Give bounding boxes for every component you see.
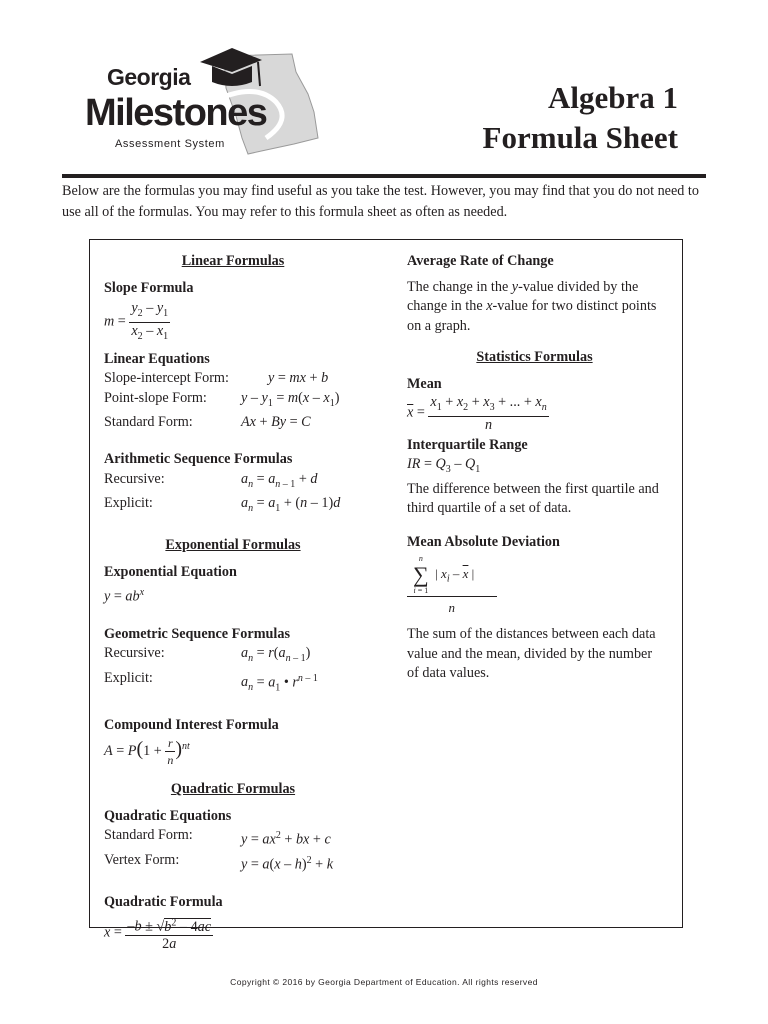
copyright-footer: Copyright © 2016 by Georgia Department of Education. All rights reserved <box>230 977 538 987</box>
point-slope-label: Point-slope Form: <box>104 389 207 406</box>
title-line-2: Formula Sheet <box>482 120 678 155</box>
avg-text-part-3: -value for two distinct points on a graph. <box>407 298 657 334</box>
geo-recursive-row: Recursive: $a_n = r(a_{n - 1})$ <box>104 644 362 668</box>
quadratic-section-heading: Quadratic Formulas <box>170 781 296 798</box>
right-column <box>407 252 662 684</box>
page-title <box>483 78 678 158</box>
geo-heading: Geometric Sequence Formulas <box>104 625 290 642</box>
avg-rate-heading: Average Rate of Change <box>407 253 554 269</box>
expo-eq-formula: $y = ab^x$ <box>104 586 145 605</box>
quad-formula: x = $\frac{-b \pm √b^2 - 4ac}{2a}$ <box>104 917 212 952</box>
exponential-section-heading: Exponential Formulas <box>165 536 301 553</box>
mad-heading: Mean Absolute Deviation <box>407 533 560 550</box>
quad-vertex-row: Vertex Form: y = a(x – h)$^2$ + k <box>104 851 362 875</box>
geo-recursive-label: Recursive: <box>104 645 165 662</box>
quad-formula-heading: Quadratic Formula <box>104 893 223 910</box>
standard-form-row: Standard Form: Ax + By = C <box>104 413 362 433</box>
quad-eq-heading: Quadratic Equations <box>104 807 232 824</box>
avg-rate-text: The change in the y-value divided by the change in the x-value for two distinct points on a graph. <box>407 278 657 334</box>
statistics-section-heading: Statistics Formulas <box>476 349 593 365</box>
arith-explicit-row: Explicit: $a_n = a_1 + (n - 1)d$ <box>104 494 362 518</box>
slope-heading: Slope Formula <box>104 279 194 296</box>
linear-section-heading: Linear Formulas <box>181 253 285 269</box>
mean-formula: $\overline{x}$ = $\frac{x_1 + x_2 + x_3 + ... + x_n}{n}$ <box>407 394 547 433</box>
standard-form-label: Standard Form: <box>104 413 193 430</box>
arith-recursive-row: Recursive: $a_n = a_{n - 1} + d$ <box>104 470 362 494</box>
linear-eq-heading: Linear Equations <box>104 350 210 367</box>
iqr-heading: Interquartile Range <box>407 436 528 453</box>
mad-formula: n ∑ i = 1 | $x_i - \overline{x}$ | n <box>407 554 662 619</box>
intro-paragraph: Below are the formulas you may find useful as you take the test. However, you may find that you do not need to use all of the formulas. You may refer to this formula sheet as often as needed. <box>62 183 699 220</box>
left-column <box>104 252 362 952</box>
slope-intercept-label: Slope-intercept Form: <box>104 370 229 387</box>
header-rule <box>62 174 706 178</box>
point-slope-row: Point-slope Form: $y - y_1 = m(x - x_1)$ <box>104 389 362 413</box>
compound-formula: A = P(1 + $\frac{r}{n}$ )$^{nt}$ <box>104 736 190 768</box>
slope-formula: m = $\frac{y_2 - y_1}{x_2 - x_1}$ <box>104 300 169 342</box>
logo-assessment-text: Assessment System <box>115 138 225 150</box>
mad-text: The sum of the distances between each data value and the mean, divided by the number of data values. <box>407 626 656 682</box>
mean-heading: Mean <box>407 375 442 392</box>
quad-vertex-label: Vertex Form: <box>104 851 180 868</box>
avg-text-part-2: -value divided by the change in the <box>407 278 639 314</box>
logo-milestones-text: Milestones <box>85 92 267 134</box>
geo-explicit-row: Explicit: $a_n = a_1$ • $r^{n - 1}$ <box>104 669 362 698</box>
iqr-text: The difference between the first quartile and third quartile of a set of data. <box>407 480 659 517</box>
compound-heading: Compound Interest Formula <box>104 716 279 733</box>
quad-standard-label: Standard Form: <box>104 827 193 844</box>
quad-standard-row: Standard Form: $y = ax^2$ + bx + c <box>104 826 362 850</box>
geo-explicit-label: Explicit: <box>104 669 153 686</box>
expo-eq-heading: Exponential Equation <box>104 564 237 581</box>
arith-recursive-label: Recursive: <box>104 470 165 487</box>
title-line-1: Algebra 1 <box>547 80 678 115</box>
arith-explicit-label: Explicit: <box>104 495 153 512</box>
slope-intercept-row: Slope-intercept Form: y = mx + b <box>104 369 362 389</box>
arith-heading: Arithmetic Sequence Formulas <box>104 451 293 468</box>
avg-text-part-1: The change in the <box>407 278 512 295</box>
iqr-formula: IR = $Q_3 - Q_1$ <box>407 456 481 476</box>
logo-georgia-text: Georgia <box>107 64 191 90</box>
